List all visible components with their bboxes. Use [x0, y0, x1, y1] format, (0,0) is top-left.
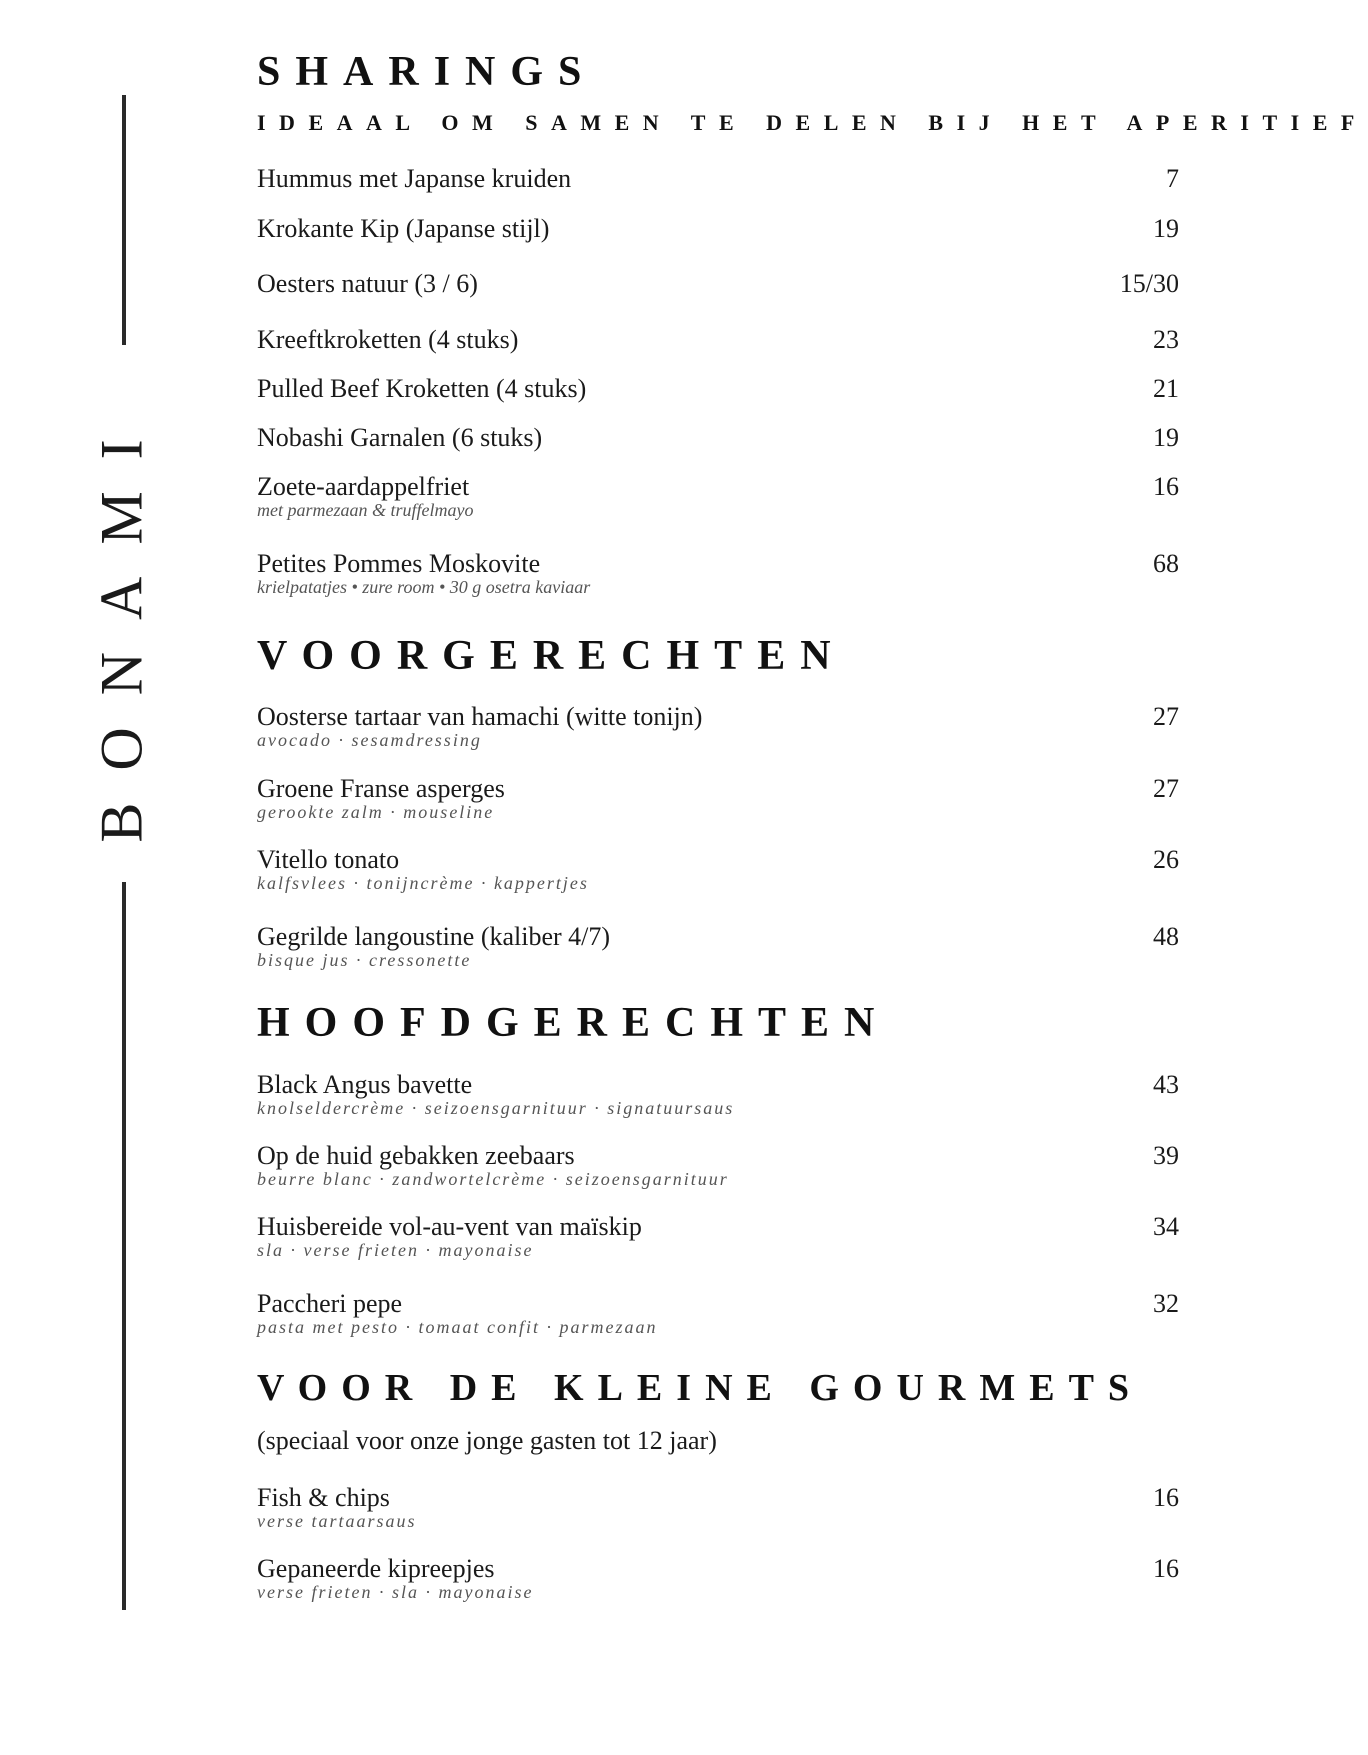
item-name: Op de huid gebakken zeebaars — [257, 1141, 575, 1170]
item-description: krielpatatjes • zure room • 30 g osetra kaviaar — [257, 577, 591, 597]
menu-item — [257, 844, 1179, 894]
item-price: 21 — [1153, 374, 1179, 403]
menu-item — [257, 1482, 1179, 1532]
item-name: Black Angus bavette — [257, 1070, 473, 1099]
menu-item — [257, 1069, 1179, 1119]
menu-item — [257, 324, 1179, 356]
item-price: 16 — [1153, 1554, 1179, 1583]
section-title-hoofdgerechten: HOOFDGERECHTEN — [257, 1000, 890, 1046]
item-price: 48 — [1153, 922, 1179, 951]
item-name: Groene Franse asperges — [257, 774, 505, 803]
menu-item — [257, 1288, 1179, 1338]
divider-line-bottom — [122, 882, 126, 1610]
menu-item — [257, 773, 1179, 823]
item-price: 19 — [1153, 423, 1179, 452]
section-title-kids: VOOR DE KLEINE GOURMETS — [257, 1367, 1144, 1409]
item-price: 27 — [1153, 774, 1179, 803]
item-description: kalfsvlees · tonijncrème · kappertjes — [257, 873, 589, 893]
item-price: 16 — [1153, 472, 1179, 501]
menu-item — [257, 921, 1179, 971]
item-price: 16 — [1153, 1483, 1179, 1512]
menu-item — [257, 471, 1179, 521]
item-description: verse tartaarsaus — [257, 1511, 417, 1531]
divider-line-top — [122, 95, 126, 345]
item-name: Krokante Kip (Japanse stijl) — [257, 214, 550, 243]
item-name: Hummus met Japanse kruiden — [257, 164, 572, 193]
item-description: knolseldercrème · seizoensgarnituur · signatuursaus — [257, 1098, 735, 1118]
section-subtitle-sharings: IDEAAL OM SAMEN TE DELEN BIJ HET APERITIEF — [257, 110, 1368, 135]
item-price: 27 — [1153, 702, 1179, 731]
item-name: Huisbereide vol-au-vent van maïskip — [257, 1212, 642, 1241]
item-price: 39 — [1153, 1141, 1179, 1170]
item-description: sla · verse frieten · mayonaise — [257, 1240, 534, 1260]
item-description: gerookte zalm · mouseline — [257, 802, 495, 822]
menu-item — [257, 268, 1179, 300]
item-name: Zoete-aardappelfriet — [257, 472, 470, 501]
brand-name: BONAMI — [88, 407, 155, 843]
item-name: Petites Pommes Moskovite — [257, 549, 541, 578]
menu-item — [257, 422, 1179, 454]
item-description: verse frieten · sla · mayonaise — [257, 1582, 534, 1602]
section-title-voorgerechten: VOORGERECHTEN — [257, 633, 846, 679]
menu-item — [257, 1211, 1179, 1261]
menu-item — [257, 213, 1179, 245]
item-name: Gepaneerde kipreepjes — [257, 1554, 495, 1583]
item-price: 68 — [1153, 549, 1179, 578]
item-price: 15/30 — [1119, 269, 1179, 298]
item-name: Oesters natuur (3 / 6) — [257, 269, 478, 298]
item-description: beurre blanc · zandwortelcrème · seizoensgarnituur — [257, 1169, 729, 1189]
item-name: Pulled Beef Kroketten (4 stuks) — [257, 374, 587, 403]
item-price: 7 — [1166, 164, 1179, 193]
item-price: 19 — [1153, 214, 1179, 243]
item-price: 32 — [1153, 1289, 1179, 1318]
menu-item — [257, 1553, 1179, 1603]
item-name: Oosterse tartaar van hamachi (witte tonijn) — [257, 702, 703, 731]
item-name: Gegrilde langoustine (kaliber 4/7) — [257, 922, 611, 951]
item-price: 34 — [1153, 1212, 1179, 1241]
item-description: met parmezaan & truffelmayo — [257, 500, 474, 520]
item-description: pasta met pesto · tomaat confit · parmezaan — [257, 1317, 658, 1337]
item-name: Kreeftkroketten (4 stuks) — [257, 325, 519, 354]
menu-item — [257, 163, 1179, 195]
item-name: Nobashi Garnalen (6 stuks) — [257, 423, 543, 452]
item-name: Fish & chips — [257, 1483, 390, 1512]
item-price: 23 — [1153, 325, 1179, 354]
menu-item — [257, 373, 1179, 405]
section-title-sharings: SHARINGS — [257, 49, 597, 95]
item-description: avocado · sesamdressing — [257, 730, 482, 750]
item-description: bisque jus · cressonette — [257, 950, 472, 970]
menu-item — [257, 548, 1179, 598]
item-name: Vitello tonato — [257, 845, 400, 874]
item-price: 26 — [1153, 845, 1179, 874]
item-name: Paccheri pepe — [257, 1289, 403, 1318]
section-note-kids: (speciaal voor onze jonge gasten tot 12 jaar) — [257, 1426, 717, 1455]
item-price: 43 — [1153, 1070, 1179, 1099]
menu-item — [257, 701, 1179, 751]
menu-item — [257, 1140, 1179, 1190]
